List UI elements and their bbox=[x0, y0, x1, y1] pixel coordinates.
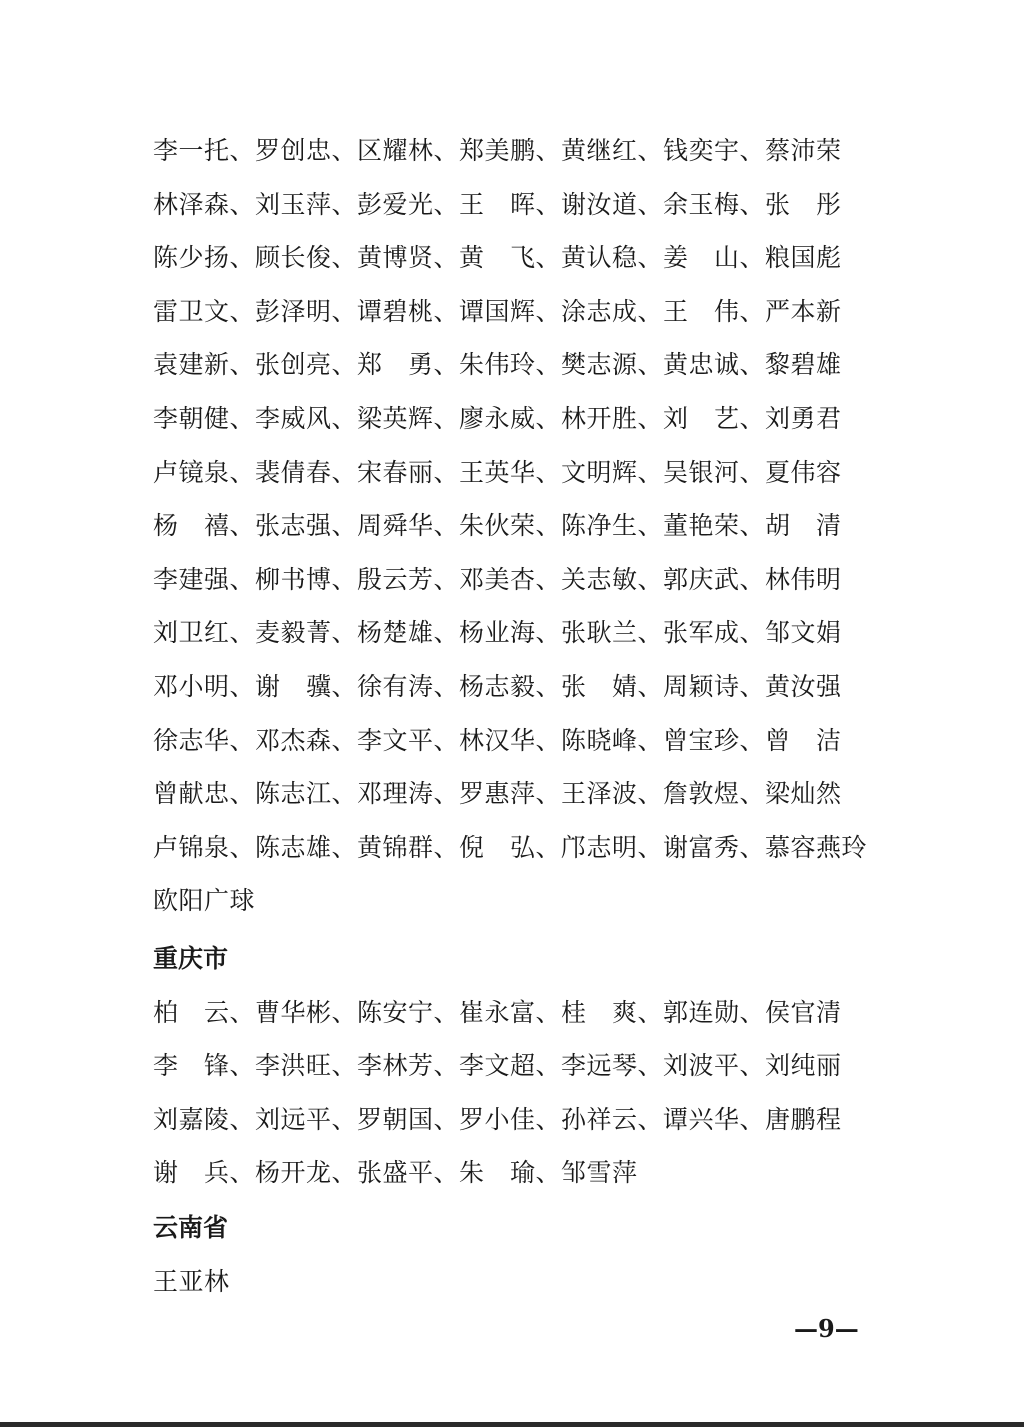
name-line: 柏 云、曹华彬、陈安宁、崔永富、桂 爽、郭连勋、侯官清 bbox=[153, 997, 842, 1027]
chongqing-section bbox=[153, 932, 893, 1200]
name-line: 李 锋、李洪旺、李林芳、李文超、李远琴、刘波平、刘纯丽 bbox=[153, 1051, 842, 1081]
name-line: 林泽森、刘玉萍、彭爱光、王 晖、谢汝道、余玉梅、张 彤 bbox=[153, 189, 842, 219]
name-line: 陈少扬、顾长俊、黄博贤、黄 飞、黄认稳、姜 山、粮国彪 bbox=[153, 243, 842, 273]
name-line: 徐志华、邓杰森、李文平、林汉华、陈晓峰、曾宝珍、曾 洁 bbox=[153, 725, 842, 755]
name-line: 卢锦泉、陈志雄、黄锦群、倪 弘、邝志明、谢富秀、慕容燕玲 bbox=[153, 832, 868, 862]
name-line: 李一托、罗创忠、区耀林、郑美鹏、黄继红、钱奕宇、蔡沛荣 bbox=[153, 136, 842, 165]
name-line: 刘卫红、麦毅菁、杨楚雄、杨业海、张耿兰、张军成、邹文娟 bbox=[153, 618, 842, 648]
page-bottom-edge bbox=[0, 1422, 1024, 1427]
name-line: 王亚林 bbox=[153, 1266, 230, 1296]
name-line: 刘嘉陵、刘远平、罗朝国、罗小佳、孙祥云、谭兴华、唐鹏程 bbox=[153, 1104, 842, 1134]
name-line: 欧阳广球 bbox=[153, 886, 256, 916]
name-line: 卢镜泉、裴倩春、宋春丽、王英华、文明辉、吴银河、夏伟容 bbox=[153, 457, 842, 487]
section-heading-yunnan: 云南省 bbox=[153, 1213, 229, 1242]
yunnan-section bbox=[153, 1201, 893, 1308]
name-line: 李朝健、李威风、梁英辉、廖永威、林开胜、刘 艺、刘勇君 bbox=[153, 403, 842, 433]
name-line: 李建强、柳书博、殷云芳、邓美杏、关志敏、郭庆武、林伟明 bbox=[153, 564, 842, 594]
name-list-continued bbox=[153, 124, 893, 928]
name-line: 曾献忠、陈志江、邓理涛、罗惠萍、王泽波、詹敦煜、梁灿然 bbox=[153, 779, 842, 809]
page-number: —9— bbox=[794, 1314, 859, 1343]
section-heading-chongqing: 重庆市 bbox=[153, 944, 229, 973]
name-line: 邓小明、谢 骥、徐有涛、杨志毅、张 婧、周颖诗、黄汝强 bbox=[153, 671, 842, 701]
name-line: 雷卫文、彭泽明、谭碧桃、谭国辉、涂志成、王 伟、严本新 bbox=[153, 296, 842, 326]
name-line: 杨 禧、张志强、周舜华、朱伙荣、陈净生、董艳荣、胡 清 bbox=[153, 511, 842, 541]
name-line: 袁建新、张创亮、郑 勇、朱伟玲、樊志源、黄忠诚、黎碧雄 bbox=[153, 350, 842, 380]
name-line: 谢 兵、杨开龙、张盛平、朱 瑜、邹雪萍 bbox=[153, 1158, 638, 1188]
